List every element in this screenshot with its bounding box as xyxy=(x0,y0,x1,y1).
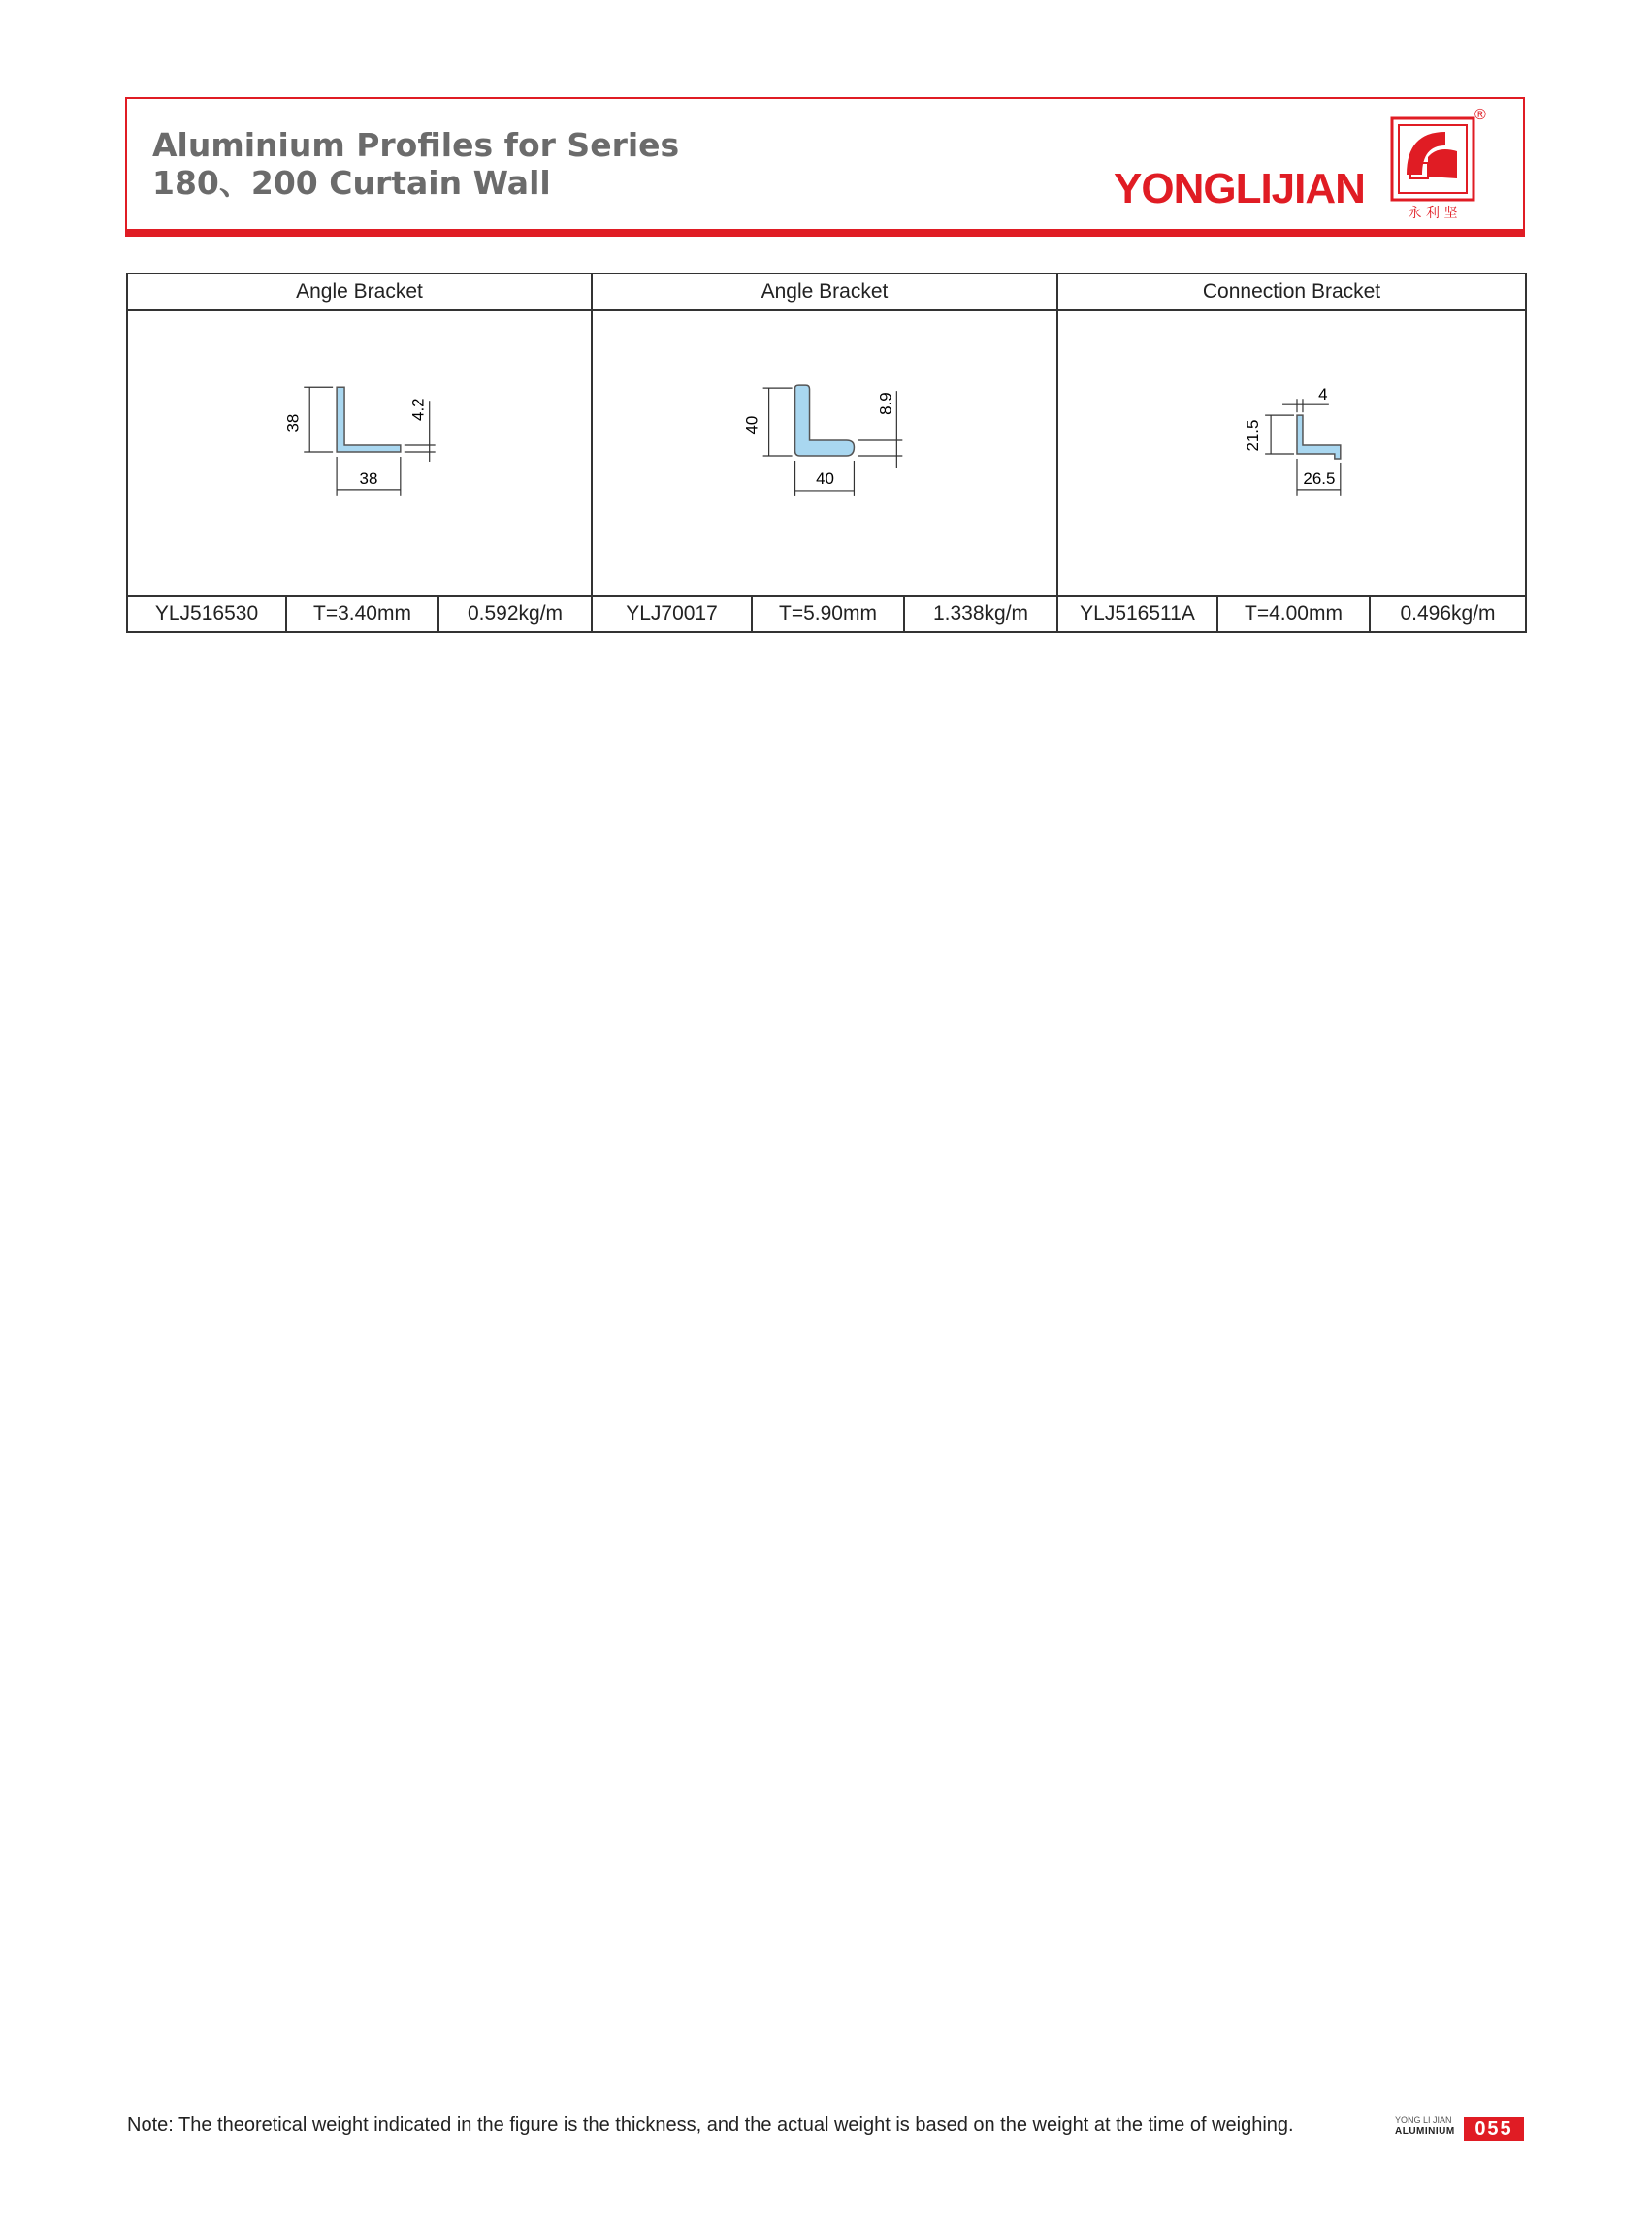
dim-height-2: 40 xyxy=(742,415,761,435)
dim-height-1: 38 xyxy=(283,413,303,433)
header-rule xyxy=(125,229,1525,237)
profiles-table xyxy=(126,273,1527,633)
profile-name-2: Angle Bracket xyxy=(592,274,1057,310)
dim-thickness-1: 4.2 xyxy=(408,398,428,421)
profile-drawing-3 xyxy=(1057,310,1526,596)
registered-mark: ® xyxy=(1474,107,1486,123)
dim-height-3: 21.5 xyxy=(1244,419,1263,452)
profile-code-3: YLJ516511A xyxy=(1057,596,1217,632)
dim-thickness-2: 8.9 xyxy=(876,392,895,415)
footer-brand-small: YONG LI JIAN xyxy=(1395,2115,1452,2125)
angle-bracket-drawing-1 xyxy=(128,311,591,595)
dim-width-3: 26.5 xyxy=(1303,468,1336,488)
profile-thickness-1: T=3.40mm xyxy=(286,596,438,632)
profile-code-1: YLJ516530 xyxy=(127,596,286,632)
logo-chinese-text: 永 利 坚 xyxy=(1408,206,1458,221)
footer-brand xyxy=(1395,2115,1463,2137)
profile-weight-3: 0.496kg/m xyxy=(1370,596,1526,632)
title-line-2: 180、200 Curtain Wall xyxy=(152,164,551,202)
dim-top-3: 4 xyxy=(1318,385,1328,404)
profile-drawing-2 xyxy=(592,310,1057,596)
profile-name-1: Angle Bracket xyxy=(127,274,592,310)
footer-brand-word: ALUMINIUM xyxy=(1395,2126,1455,2137)
brand-wordmark: YONGLIJIAN xyxy=(1114,165,1365,212)
dim-width-1: 38 xyxy=(359,468,378,488)
connection-bracket-drawing xyxy=(1058,311,1525,595)
profile-weight-1: 0.592kg/m xyxy=(438,596,592,632)
profile-name-3: Connection Bracket xyxy=(1057,274,1526,310)
profile-drawing-1 xyxy=(127,310,592,596)
page-number: 055 xyxy=(1464,2117,1524,2141)
profile-code-2: YLJ70017 xyxy=(592,596,752,632)
title-line-1: Aluminium Profiles for Series xyxy=(152,126,680,164)
footer-note: Note: The theoretical weight indicated in the figure is the thickness, and the actual weight is based on the weight at the time of weighing. xyxy=(127,2114,1294,2136)
dim-width-2: 40 xyxy=(816,468,834,488)
profile-weight-2: 1.338kg/m xyxy=(904,596,1057,632)
brand-logo xyxy=(1387,107,1480,226)
profile-thickness-3: T=4.00mm xyxy=(1217,596,1370,632)
profile-thickness-2: T=5.90mm xyxy=(752,596,904,632)
angle-bracket-drawing-2 xyxy=(593,311,1056,595)
page-title xyxy=(152,126,679,202)
